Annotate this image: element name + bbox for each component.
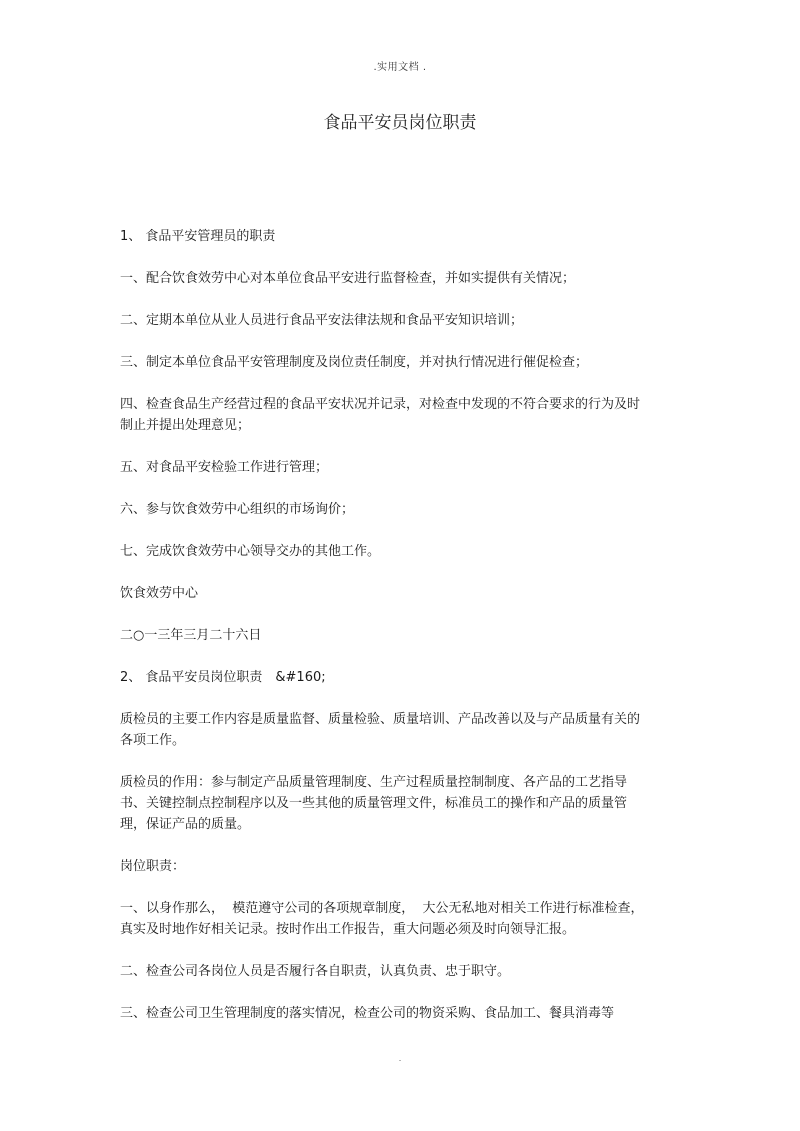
paragraph-duties-heading: 岗位职责： [120,859,186,874]
paragraph-duty-4: 四、检查食品生产经营过程的食品平安状况并记录，对检查中发现的不符合要求的行为及时制止并提出处理意见； [120,397,641,433]
paragraph-duty-1: 一、配合饮食效劳中心对本单位食品平安进行监督检查，并如实提供有关情况； [120,271,576,286]
footer-mark: . [398,1054,402,1063]
paragraph-job-duty-2: 二、检查公司各岗位人员是否履行各自职责，认真负责、忠于职守。 [120,964,511,979]
paragraph-duty-7: 七、完成饮食效劳中心领导交办的其他工作。 [120,544,381,559]
paragraph-duty-5: 五、对食品平安检验工作进行管理； [120,460,329,475]
paragraph-duty-3: 三、制定本单位食品平安管理制度及岗位责任制度，并对执行情况进行催促检查； [120,355,589,370]
paragraph-signature-date: 二○一三年三月二十六日 [120,628,262,643]
paragraph-section-2-heading: 2、 食品平安员岗位职责 &#160; [120,670,326,685]
paragraph-inspector-role: 质检员的作用：参与制定产品质量管理制度、生产过程质量控制制度、各产品的工艺指导书、关键控制点控制程序以及一些其他的质量管理文件，标准员工的操作和产品的质量管理，保证产品的质量。 [120,775,628,832]
paragraph-duty-2: 二、定期本单位从业人员进行食品平安法律法规和食品平安知识培训； [120,313,524,328]
paragraph-signature-org: 饮食效劳中心 [120,586,199,601]
paragraph-section-1-heading: 1、 食品平安管理员的职责 [120,229,276,244]
paragraph-inspector-work: 质检员的主要工作内容是质量监督、质量检验、质量培训、产品改善以及与产品质量有关的各项工作。 [120,712,641,748]
paragraph-job-duty-1: 一、以身作那么， 模范遵守公司的各项规章制度， 大公无私地对相关工作进行标准检查，真实及时地作好相关记录。按时作出工作报告，重大问题必须及时向领导汇报。 [120,901,644,937]
paragraph-duty-6: 六、参与饮食效劳中心组织的市场询价； [120,502,355,517]
document-body [120,226,650,1024]
paragraph-job-duty-3: 三、检查公司卫生管理制度的落实情况，检查公司的物资采购、食品加工、餐具消毒等 [120,1006,615,1021]
document-title: 食品平安员岗位职责 [323,113,477,133]
header-mark: .实用文档 . [373,62,427,73]
